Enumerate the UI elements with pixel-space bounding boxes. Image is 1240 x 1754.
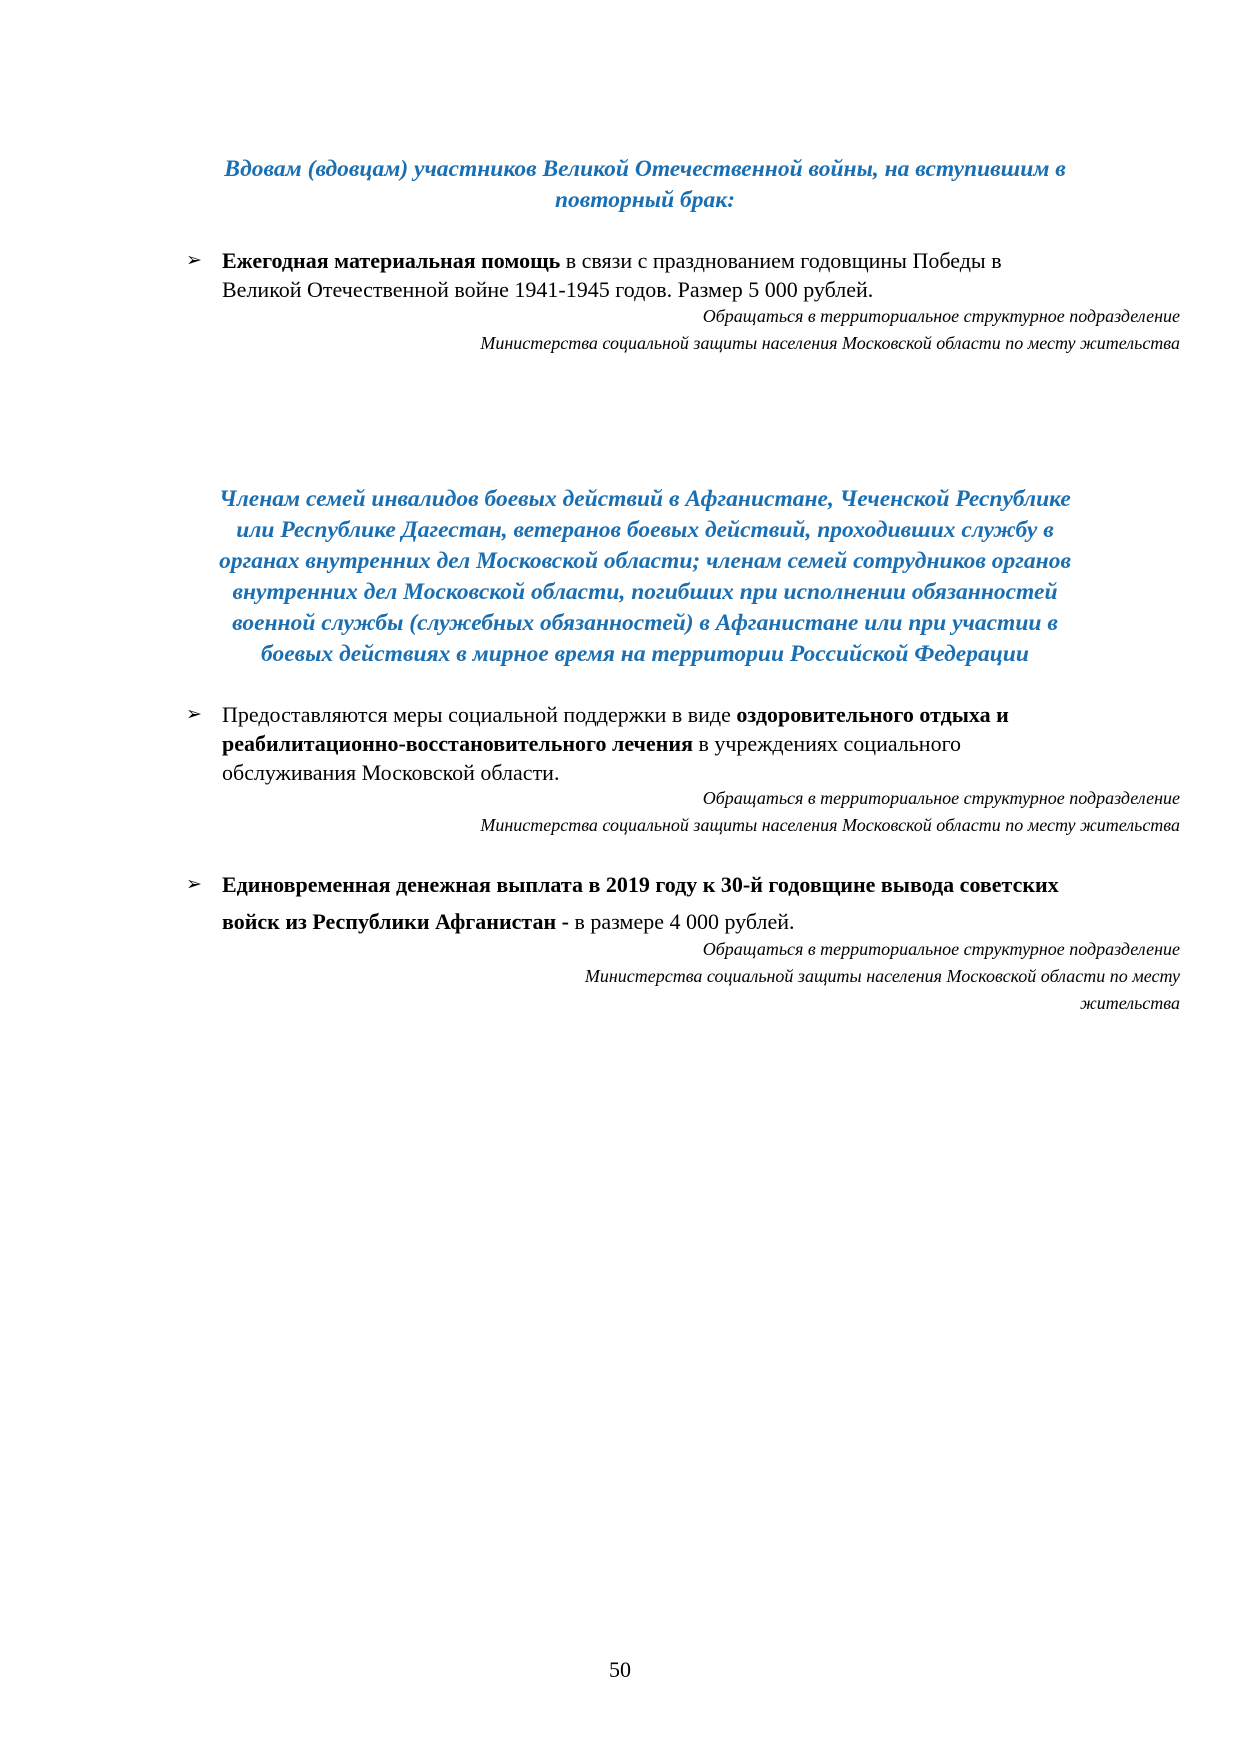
list-item-line: [222, 729, 1176, 758]
arrow-bullet-icon: ➢: [186, 703, 202, 725]
bold-text: Единовременная денежная выплата в 2019 году к 30-й годовщине вывода советских: [222, 872, 1059, 897]
heading-line: или Республике Дагестан, ветеранов боевых действий, проходивших службу в: [236, 517, 1054, 543]
list-item-line: Великой Отечественной войне 1941-1945 годов. Размер 5 000 рублей.: [222, 277, 874, 302]
heading-line: военной службы (служебных обязанностей) в Афганистане или при участии в: [232, 610, 1058, 636]
heading-line: Вдовам (вдовцам) участников Великой Отечественной войны, на вступившим в: [224, 156, 1066, 182]
list-item-line: [222, 700, 1176, 729]
bold-text: оздоровительного отдыха и: [736, 702, 1009, 727]
heading-line: повторный брак:: [554, 187, 736, 213]
plain-text: в размере 4 000 рублей.: [568, 909, 795, 934]
heading-line: Членам семей инвалидов боевых действий в Афганистане, Чеченской Республике: [219, 486, 1071, 512]
contact-note: [280, 936, 1180, 1017]
section-heading-widows: [150, 154, 1140, 216]
bold-text: войск из Республики Афганистан -: [222, 909, 569, 934]
plain-text: Предоставляются меры социальной поддержки в виде: [222, 702, 737, 727]
page-number: 50: [609, 1657, 631, 1682]
contact-note: [280, 785, 1180, 839]
plain-text: в связи с празднованием годовщины Победы в: [560, 248, 1002, 273]
list-item-health-rest: [186, 700, 1176, 787]
contact-note: [280, 303, 1180, 357]
list-item-text: [222, 246, 1176, 304]
note-line: Министерства социальной защиты населения Московской области по месту жительства: [480, 815, 1180, 835]
list-item-text: [222, 700, 1176, 787]
heading-line: боевых действиях в мирное время на территории Российской Федерации: [261, 641, 1029, 667]
bold-lead: Ежегодная материальная помощь: [222, 248, 561, 273]
note-line: Обращаться в территориальное структурное подразделение: [702, 939, 1180, 959]
arrow-bullet-icon: ➢: [186, 873, 202, 895]
list-item-annual-aid: [186, 246, 1176, 304]
bold-text: реабилитационно-восстановительного лечения: [222, 731, 693, 756]
list-item-text: [222, 866, 1176, 940]
note-line: Обращаться в территориальное структурное подразделение: [702, 306, 1180, 326]
note-line: Министерства социальной защиты населения Московской области по месту жительства: [480, 333, 1180, 353]
heading-line: внутренних дел Московской области, погибших при исполнении обязанностей: [232, 579, 1058, 605]
note-line: Обращаться в территориальное структурное подразделение: [702, 788, 1180, 808]
list-item-line: [222, 246, 1176, 275]
list-item-line: [222, 866, 1176, 903]
note-line: Министерства социальной защиты населения Московской области по месту: [584, 966, 1180, 986]
list-item-line: [222, 903, 1176, 940]
arrow-bullet-icon: ➢: [186, 249, 202, 271]
list-item-one-time-payment: [186, 866, 1176, 940]
note-line: жительства: [1079, 993, 1180, 1013]
heading-line: органах внутренних дел Московской области; членам семей сотрудников органов: [219, 548, 1071, 574]
plain-text: в учреждениях социального: [692, 731, 962, 756]
list-item-line: обслуживания Московской области.: [222, 760, 560, 785]
section-heading-families: [150, 484, 1140, 670]
